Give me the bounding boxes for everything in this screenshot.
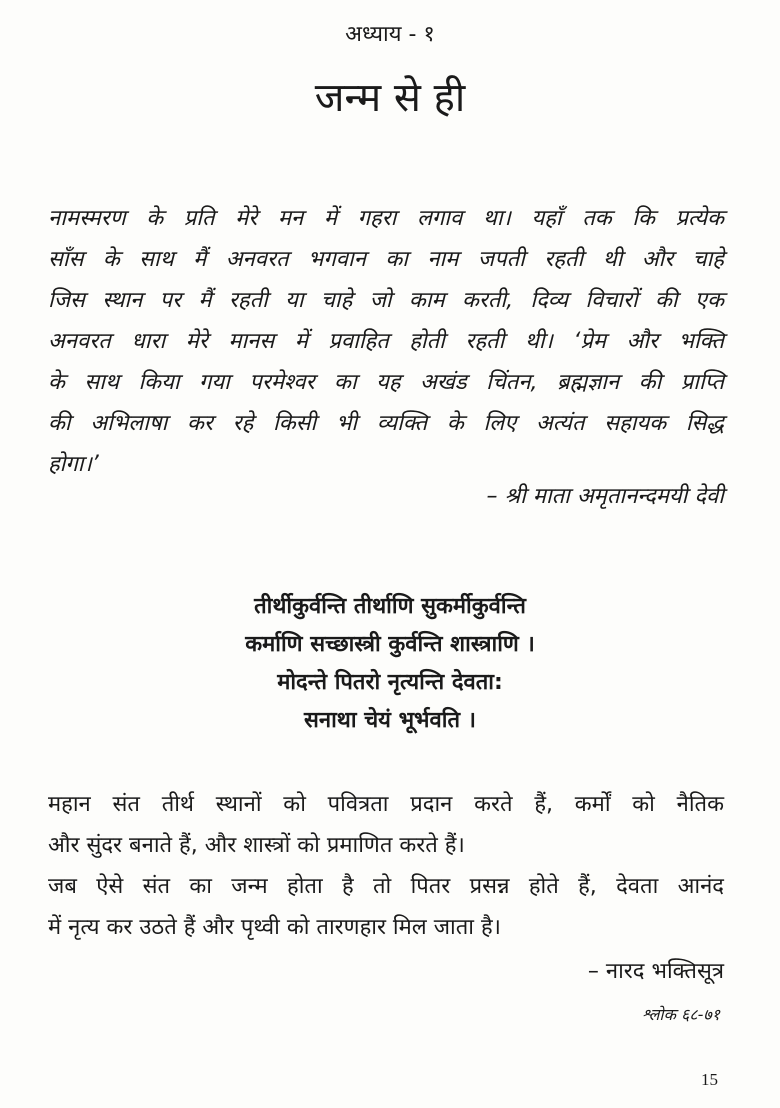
translation-attribution: – नारद भक्तिसूत्र — [587, 959, 724, 984]
chapter-title: जन्म से ही — [314, 75, 466, 121]
verse-line: कर्माणि सच्छास्त्री कुर्वन्ति शास्त्राणि । — [245, 632, 535, 657]
shlok-reference: श्लोक ६८-७१ — [641, 1005, 720, 1024]
chapter-label: अध्याय - १ — [345, 22, 435, 47]
quote-line: के साथ किया गया परमेश्वर का यह अखंड चिंतन, ब्रह्मज्ञान की प्राप्ति — [48, 370, 724, 395]
quote-paragraph — [48, 198, 724, 485]
sanskrit-verse — [0, 588, 780, 740]
quote-line: जिस स्थान पर मैं रहती या चाहे जो काम करती, दिव्य विचारों की एक — [48, 288, 724, 313]
translation-line: में नृत्य कर उठते हैं और पृथ्वी को तारणहार मिल जाता है। — [48, 915, 501, 940]
verse-line: सनाथा चेयं भूर्भवति । — [304, 708, 476, 733]
quote-line: अनवरत धारा मेरे मानस में प्रवाहित होती रहती थी। ‘प्रेम और भक्ति — [48, 329, 724, 354]
verse-line: मोदन्ते पितरो नृत्यन्ति देवता: — [277, 670, 503, 695]
translation-line: और सुंदर बनाते हैं, और शास्त्रों को प्रमाणित करते हैं। — [48, 833, 465, 858]
translation-paragraph — [48, 784, 724, 948]
quote-line: होगा।’ — [48, 452, 99, 477]
page-number: 15 — [701, 1070, 718, 1089]
verse-line: तीर्थीकुर्वन्ति तीर्थाणि सुकर्मीकुर्वन्ति — [254, 594, 526, 619]
quote-line: की अभिलाषा कर रहे किसी भी व्यक्ति के लिए अत्यंत सहायक सिद्ध — [48, 411, 724, 436]
quote-attribution: – श्री माता अमृतानन्दमयी देवी — [486, 484, 724, 509]
translation-line: महान संत तीर्थ स्थानों को पवित्रता प्रदान करते हैं, कर्मों को नैतिक — [48, 792, 724, 817]
quote-line: नामस्मरण के प्रति मेरे मन में गहरा लगाव था। यहाँ तक कि प्रत्येक — [48, 206, 724, 231]
translation-line: जब ऐसे संत का जन्म होता है तो पितर प्रसन्न होते हैं, देवता आनंद — [48, 874, 724, 899]
quote-line: साँस के साथ मैं अनवरत भगवान का नाम जपती रहती थी और चाहे — [48, 247, 724, 272]
